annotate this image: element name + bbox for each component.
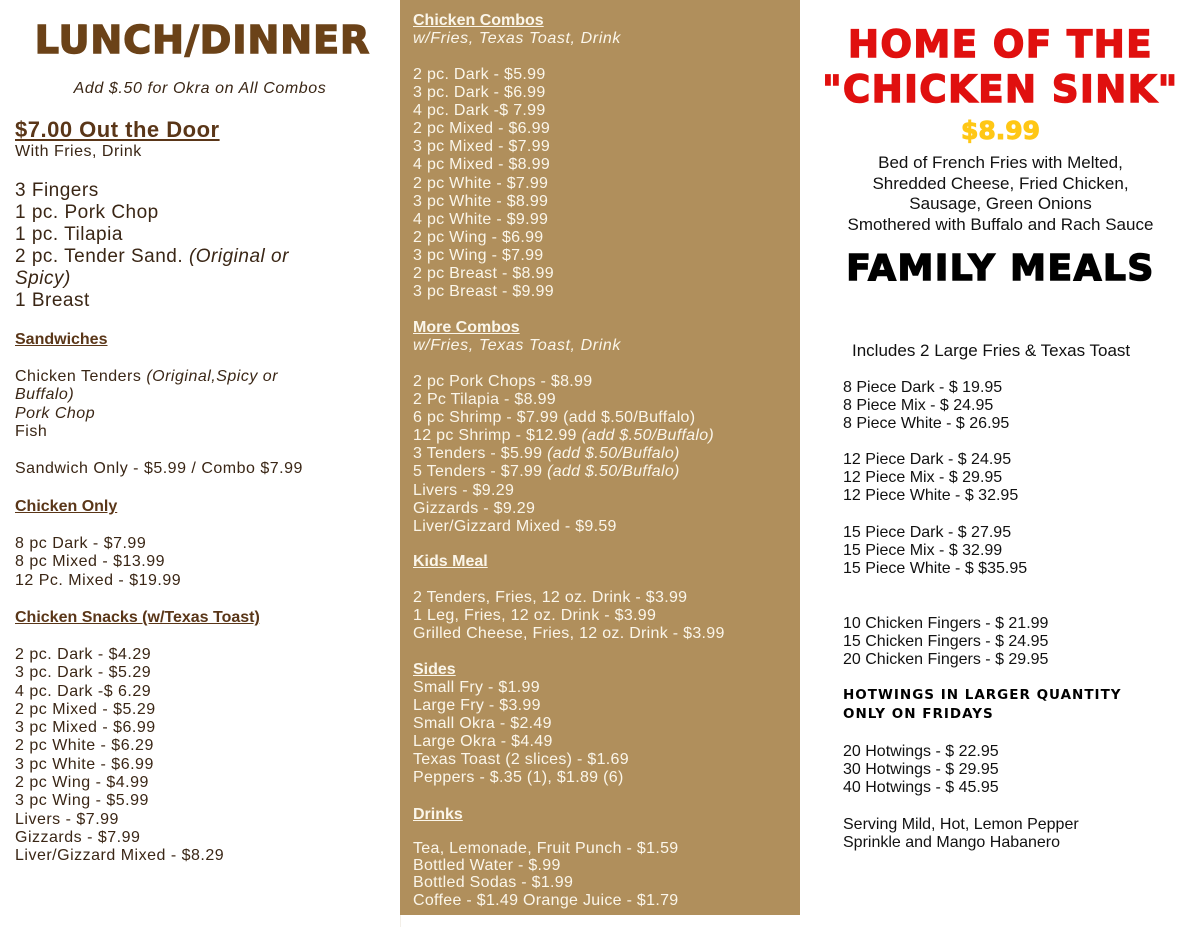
list-item: 2 pc Mixed - $6.99 [413, 120, 551, 138]
list-item: 4 pc. Dark -$ 7.99 [413, 102, 546, 120]
list-item: Gizzards - $7.99 [15, 828, 141, 846]
list-item: 8 Piece Dark - $ 19.95 [843, 379, 1003, 396]
more-combos-heading: More Combos [413, 319, 520, 336]
list-item: Spicy) [15, 268, 71, 289]
list-item: Bottled Water - $.99 [413, 857, 561, 875]
list-item: 2 pc White - $6.29 [15, 737, 154, 755]
list-item: 2 pc Pork Chops - $8.99 [413, 373, 593, 390]
list-item: 3 pc Breast - $9.99 [413, 283, 554, 301]
list-item: 15 Piece Mix - $ 32.99 [843, 542, 1003, 560]
chicken-sink-description: Bed of French Fries with Melted, Shredded Cheese, Fried Chicken, Sausage, Green Onions Smothered with Buffalo and Rach Sauce [847, 153, 1154, 234]
kids-meal-heading: Kids Meal [413, 553, 488, 570]
list-item: 1 Breast [15, 290, 90, 311]
list-item: 3 pc White - $8.99 [413, 192, 549, 210]
list-item: Small Okra - $2.49 [413, 715, 552, 733]
list-item: 3 Tenders - $5.99 (add $.50/Buffalo) [413, 445, 680, 463]
list-item: 3 pc Mixed - $7.99 [413, 138, 551, 156]
list-item: 2 pc Wing - $4.99 [15, 774, 149, 792]
chicken-combos-heading: Chicken Combos [413, 12, 544, 29]
list-item: 5 Tenders - $7.99 (add $.50/Buffalo) [413, 463, 680, 481]
chicken-snacks-items [15, 646, 224, 866]
chicken-fingers-items [843, 615, 1048, 670]
chicken-snacks-heading: Chicken Snacks (w/Texas Toast) [15, 609, 260, 626]
list-item: 12 pc Shrimp - $12.99 (add $.50/Buffalo) [413, 427, 715, 445]
list-item: 2 pc. Tender Sand. (Original or [15, 246, 289, 267]
list-item: Tea, Lemonade, Fruit Punch - $1.59 [413, 840, 679, 857]
list-item: 20 Chicken Fingers - $ 29.95 [843, 651, 1049, 669]
out-the-door-heading: $7.00 Out the Door [15, 117, 220, 142]
out-the-door-items [15, 180, 289, 312]
list-item: 2 pc Wing - $6.99 [413, 228, 544, 246]
more-combos-sub: w/Fries, Texas Toast, Drink [413, 337, 621, 354]
chicken-only-heading: Chicken Only [15, 498, 118, 515]
chicken-combos-items [413, 66, 554, 301]
specials-panel [801, 0, 1200, 927]
list-item: 8 pc Mixed - $13.99 [15, 553, 166, 571]
list-item: 6 pc Shrimp - $7.99 (add $.50/Buffalo) [413, 409, 696, 427]
list-item: 12 Piece Dark - $ 24.95 [843, 451, 1012, 468]
sandwiches-items [15, 368, 278, 441]
list-item: Small Fry - $1.99 [413, 679, 540, 696]
list-item: 3 pc Wing - $5.99 [15, 792, 149, 810]
list-item: Large Okra - $4.49 [413, 733, 553, 751]
list-item: 1 pc. Pork Chop [15, 202, 159, 223]
list-item: Liver/Gizzard Mixed - $9.59 [413, 517, 617, 535]
drinks-items [413, 840, 678, 909]
list-item: Chicken Tenders (Original,Spicy or [15, 368, 279, 385]
list-item: Peppers - $.35 (1), $1.89 (6) [413, 769, 624, 787]
list-item: Grilled Cheese, Fries, 12 oz. Drink - $3.99 [413, 625, 725, 643]
home-of-heading: HOME OF THE [848, 23, 1153, 66]
list-item: Pork Chop [15, 404, 96, 422]
list-item: Coffee - $1.49 Orange Juice - $1.79 [413, 891, 679, 909]
list-item: 4 pc. Dark -$ 6.29 [15, 682, 152, 700]
list-item: Gizzards - $9.29 [413, 499, 536, 517]
list-item: 2 pc Mixed - $5.29 [15, 700, 156, 718]
list-item: 12 Pc. Mixed - $19.99 [15, 571, 182, 589]
lunch-dinner-title: LUNCH/DINNER [34, 18, 371, 62]
family-meals-title: FAMILY MEALS [846, 248, 1155, 289]
list-item: 12 Piece Mix - $ 29.95 [843, 469, 1003, 487]
list-item: Texas Toast (2 slices) - $1.69 [413, 751, 629, 769]
list-item: 8 pc Dark - $7.99 [15, 535, 147, 552]
list-item: Livers - $7.99 [15, 810, 119, 828]
list-item: 10 Chicken Fingers - $ 21.99 [843, 615, 1049, 632]
chicken-sink-price: $8.99 [960, 116, 1041, 145]
twelve-piece-items [843, 451, 1018, 506]
list-item: 4 pc Mixed - $8.99 [413, 156, 551, 174]
hotwings-friday-note: HOTWINGS IN LARGER QUANTITY ONLY ON FRIDAYS [843, 687, 1122, 722]
okra-note: Add $.50 for Okra on All Combos [73, 80, 327, 97]
list-item: 3 pc. Dark - $6.99 [413, 84, 546, 102]
more-combos-items [413, 373, 714, 536]
list-item: 2 pc. Dark - $5.99 [413, 66, 546, 83]
list-item: 2 pc Breast - $8.99 [413, 265, 554, 283]
list-item: 2 Tenders, Fries, 12 oz. Drink - $3.99 [413, 589, 688, 606]
out-the-door-sub: With Fries, Drink [15, 143, 142, 160]
list-item: Large Fry - $3.99 [413, 697, 541, 715]
list-item: 3 pc White - $6.99 [15, 755, 154, 773]
list-item: Buffalo) [15, 386, 75, 404]
list-item: 15 Piece Dark - $ 27.95 [843, 524, 1012, 541]
list-item: 3 pc. Dark - $5.29 [15, 664, 152, 682]
chicken-sink-heading: "CHICKEN SINK" [822, 68, 1179, 111]
sandwiches-heading: Sandwiches [15, 331, 108, 348]
sides-items [413, 679, 629, 788]
hotwings-items [843, 743, 999, 798]
fifteen-piece-items [843, 524, 1027, 579]
chicken-combos-sub: w/Fries, Texas Toast, Drink [413, 30, 621, 47]
list-item: 8 Piece Mix - $ 24.95 [843, 397, 994, 415]
list-item: 2 pc White - $7.99 [413, 174, 549, 192]
list-item: 1 pc. Tilapia [15, 224, 123, 245]
list-item: 15 Chicken Fingers - $ 24.95 [843, 633, 1049, 651]
list-item: Liver/Gizzard Mixed - $8.29 [15, 847, 225, 865]
chicken-only-items [15, 535, 181, 590]
includes-note: Includes 2 Large Fries & Texas Toast [852, 341, 1131, 360]
sides-heading: Sides [413, 661, 456, 678]
list-item: 1 Leg, Fries, 12 oz. Drink - $3.99 [413, 607, 657, 625]
list-item: Bottled Sodas - $1.99 [413, 874, 574, 892]
drinks-heading: Drinks [413, 806, 463, 823]
list-item: 3 Fingers [15, 180, 99, 201]
lunch-dinner-panel [0, 0, 401, 927]
list-item: 40 Hotwings - $ 45.95 [843, 779, 999, 797]
list-item: 3 pc Wing - $7.99 [413, 246, 544, 264]
kids-meal-items [413, 589, 725, 643]
list-item: 2 Pc Tilapia - $8.99 [413, 391, 556, 409]
list-item: 2 pc. Dark - $4.29 [15, 646, 152, 663]
list-item: 4 pc White - $9.99 [413, 210, 549, 228]
eight-piece-items [843, 379, 1009, 434]
list-item: 3 pc Mixed - $6.99 [15, 719, 156, 737]
list-item: 15 Piece White - $ $35.95 [843, 560, 1028, 578]
list-item: 8 Piece White - $ 26.95 [843, 415, 1010, 433]
list-item: Livers - $9.29 [413, 481, 515, 499]
list-item: Fish [15, 422, 48, 440]
combos-panel [400, 0, 800, 915]
sandwich-price-line: Sandwich Only - $5.99 / Combo $7.99 [15, 460, 303, 477]
flavors-note: Serving Mild, Hot, Lemon Pepper Sprinkle and Mango Habanero [843, 816, 1079, 852]
list-item: 30 Hotwings - $ 29.95 [843, 761, 999, 779]
list-item: 12 Piece White - $ 32.95 [843, 487, 1019, 505]
list-item: 20 Hotwings - $ 22.95 [843, 743, 999, 760]
